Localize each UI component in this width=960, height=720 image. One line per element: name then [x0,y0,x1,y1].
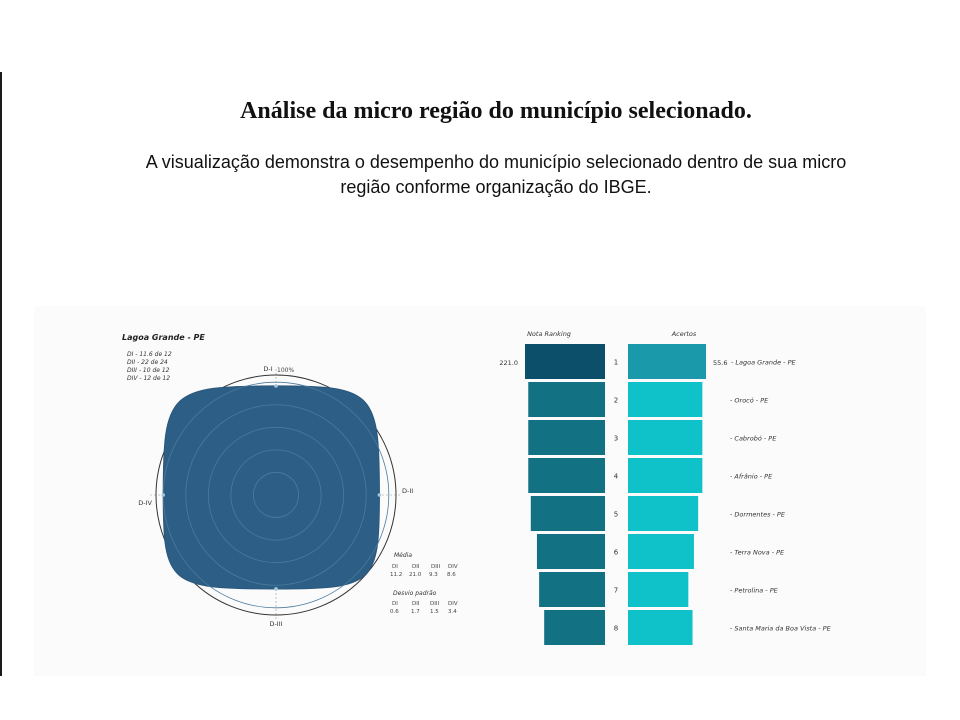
radar-point-d-ii [378,493,382,497]
acertos-bar-4 [628,458,702,493]
media-value-d2: 21.0 [409,572,422,578]
desvio-value-d4: 3.4 [448,609,457,615]
acertos-header: Acertos [671,330,697,338]
nota-bar-8 [544,610,605,645]
radar-chart [138,365,413,628]
municipality-label-5: - Dormentes - PE [730,510,785,519]
desvio-header-d1: DI [392,601,398,607]
radar-ring-label: 100% [277,367,295,374]
media-value-d1: 11.2 [390,572,403,578]
rank-number-8: 8 [613,624,619,633]
radar-axis-label-d2: D-II [402,487,414,495]
nota-bar-7 [539,572,605,607]
dashboard-panel [34,306,926,676]
acertos-bar-3 [628,420,702,455]
nota-bar-6 [537,534,605,569]
left-border-line [0,72,2,676]
stats-media [390,552,458,578]
acertos-bar-6 [628,534,694,569]
acertos-bars [628,344,832,645]
municipality-label-1: - Lagoa Grande - PE [731,358,796,367]
top-acertos-label: 55.6 [713,359,728,367]
top-score-label: 221.0 [499,359,518,367]
page-title: Análise da micro região do município selecionado. [240,98,752,124]
media-value-d3: 9.3 [429,572,438,578]
radar-score-d3: DIII - 10 de 12 [127,367,170,374]
radar-point-d-iv [161,493,165,497]
nota-bar-4 [528,458,605,493]
municipality-label-8: - Santa Maria da Boa Vista - PE [730,624,831,633]
acertos-bar-8 [628,610,693,645]
nota-bar-5 [531,496,605,531]
nota-bar-2 [528,382,605,417]
municipality-label-7: - Petrolina - PE [730,586,778,595]
page-subtitle: A visualização demonstra o desempenho do município selecionado dentro de sua micro região conforme organização do IBGE. [145,152,847,197]
desvio-title: Desvio padrão [393,590,437,597]
rank-number-2: 2 [613,396,619,405]
radar-point-d-iii [274,587,278,591]
radar-score-d4: DIV - 12 de 12 [127,375,171,382]
media-header-d3: DIII [431,564,441,570]
radar-axis-label-d4: D-IV [138,499,152,507]
acertos-bar-5 [628,496,698,531]
media-header-d1: DI [392,564,398,570]
radar-municipality-title: Lagoa Grande - PE [122,333,205,342]
radar-score-d2: DII - 22 de 24 [127,359,168,366]
stats-desvio [390,590,458,615]
radar-axis-label-d1: D-I [263,365,273,373]
media-header-d4: DIV [448,564,458,570]
rank-number-4: 4 [613,472,619,481]
rank-number-1: 1 [613,358,619,367]
rank-number-3: 3 [613,434,619,443]
desvio-value-d1: 0.6 [390,609,399,615]
acertos-bar-7 [628,572,688,607]
municipality-label-2: - Orocó - PE [730,396,769,405]
municipality-label-4: - Afrânio - PE [730,472,773,481]
radar-point-d-i [274,384,278,388]
municipality-label-3: - Cabrobó - PE [730,434,777,443]
nota-ranking-bars [525,344,619,645]
radar-score-d1: DI - 11.6 de 12 [127,351,172,358]
desvio-header-d4: DIV [448,601,458,607]
acertos-bar-1 [628,344,706,379]
rank-number-6: 6 [613,548,619,557]
desvio-value-d3: 1.5 [430,609,439,615]
nota-ranking-header: Nota Ranking [527,330,571,338]
acertos-bar-2 [628,382,702,417]
municipality-label-6: - Terra Nova - PE [730,548,785,557]
dashboard-svg [34,306,926,676]
desvio-header-d3: DIII [430,601,440,607]
media-value-d4: 8.6 [447,572,456,578]
media-header-d2: DII [412,564,420,570]
rank-number-7: 7 [613,586,619,595]
nota-bar-1 [525,344,605,379]
rank-number-5: 5 [613,510,619,519]
media-title: Média [394,552,413,559]
desvio-value-d2: 1.7 [411,609,420,615]
radar-axis-label-d3: D-III [269,620,283,628]
desvio-header-d2: DII [412,601,420,607]
nota-bar-3 [528,420,605,455]
